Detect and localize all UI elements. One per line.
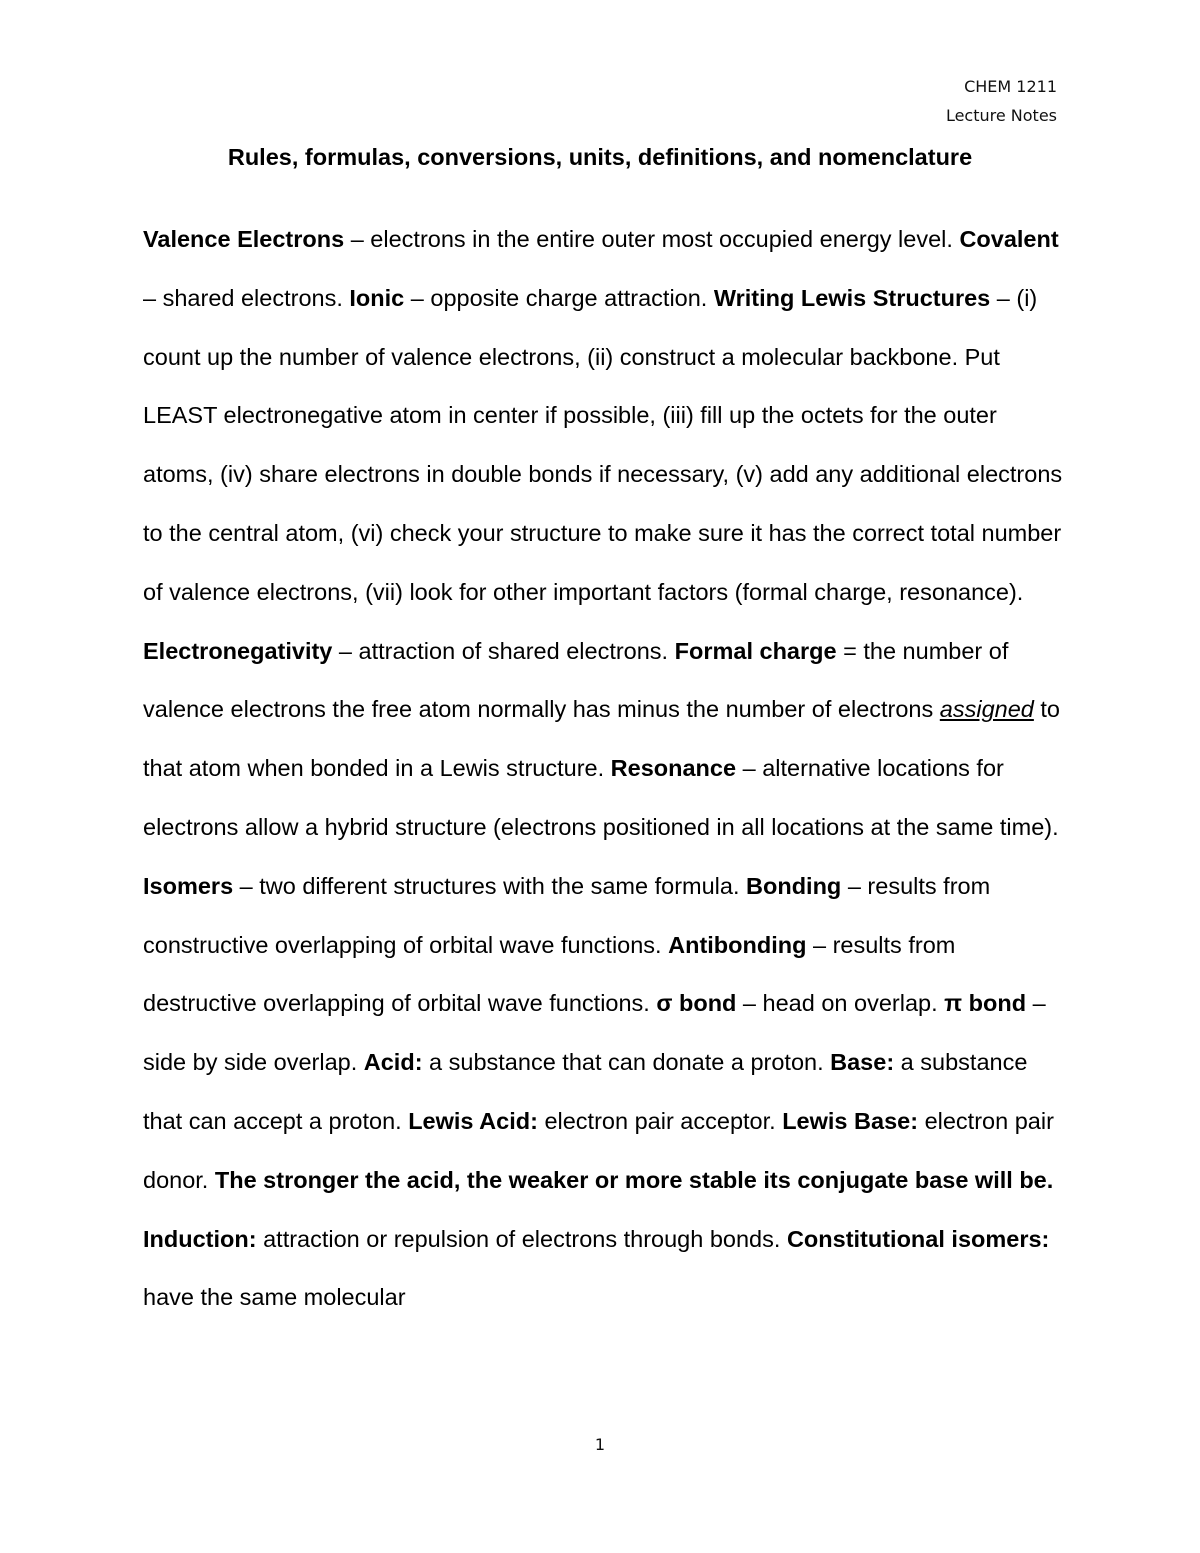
term-label: Isomers xyxy=(143,872,234,899)
definition-text: electron pair acceptor. xyxy=(537,1107,783,1134)
body-paragraph xyxy=(143,210,1068,1327)
page-header xyxy=(946,72,1057,130)
definition-text: a substance that can donate a proton. xyxy=(422,1049,831,1076)
definition-text: electron pair donor. xyxy=(143,1107,1054,1193)
course-code: CHEM 1211 xyxy=(964,77,1057,96)
definition-text: – opposite charge attraction. xyxy=(404,284,714,311)
header-subtitle: Lecture Notes xyxy=(945,106,1057,125)
term-label: Constitutional isomers: xyxy=(786,1225,1050,1252)
term-label: π bond xyxy=(944,990,1027,1017)
term-label: Electronegativity xyxy=(143,637,333,664)
term-label: Lewis Acid: xyxy=(408,1107,538,1134)
definition-text: = the number of valence electrons the free atom normally has minus the number of electrons xyxy=(143,637,1009,723)
page-number: 1 xyxy=(594,1435,606,1454)
emphasized-word: assigned xyxy=(939,696,1034,723)
definition-text: – (i) count up the number of valence electrons, (ii) construct a molecular backbone. Put LEAST electronegative atom in center if possible, (iii) fill up the octets for the outer atoms, (iv) share electrons in double bonds if necessary, (v) add any additional electrons to the central atom, (vi) check your structure to make sure it has the correct total number of valence electrons, (vii) look for other important factors (formal charge, resonance). xyxy=(143,284,1063,605)
term-label: Covalent xyxy=(959,226,1059,252)
definition-text: – alternative locations for electrons allow a hybrid structure (electrons positioned in all locations at the same time). xyxy=(143,755,1059,840)
term-label: Lewis Base: xyxy=(782,1107,919,1134)
definition-text: to that atom when bonded in a Lewis structure. xyxy=(143,696,1061,782)
definition-text: have the same molecular xyxy=(143,1284,406,1311)
definition-text: a substance that can accept a proton. xyxy=(143,1049,1028,1134)
term-label: Induction: xyxy=(143,1225,257,1252)
term-label: σ bond xyxy=(656,990,737,1017)
term-label: Valence Electrons xyxy=(143,226,345,252)
definition-text: – electrons in the entire outer most occupied energy level. xyxy=(344,226,960,252)
page-title: Rules, formulas, conversions, units, definitions, and nomenclature xyxy=(227,144,973,170)
term-label: Writing Lewis Structures xyxy=(713,284,991,311)
definition-text: – attraction of shared electrons. xyxy=(332,637,675,664)
term-label: Acid: xyxy=(363,1049,423,1076)
definition-text: – results from destructive overlapping of orbital wave functions. xyxy=(143,931,956,1017)
term-label: Base: xyxy=(830,1049,895,1076)
term-label: Antibonding xyxy=(668,931,807,958)
term-label: Formal charge xyxy=(674,637,837,664)
definition-text: – side by side overlap. xyxy=(143,990,1046,1076)
definition-text: attraction or repulsion of electrons through bonds. xyxy=(256,1225,787,1252)
definition-text: – head on overlap. xyxy=(736,990,945,1017)
term-label: The stronger the acid, the weaker or more stable its conjugate base will be. xyxy=(214,1166,1054,1193)
term-label: Bonding xyxy=(746,872,842,899)
definition-text: – shared electrons. xyxy=(143,284,350,311)
definition-text: – two different structures with the same formula. xyxy=(233,872,747,899)
term-label: Ionic xyxy=(349,284,405,311)
term-label: Resonance xyxy=(610,755,737,782)
definition-text: – results from constructive overlapping of orbital wave functions. xyxy=(143,872,991,958)
